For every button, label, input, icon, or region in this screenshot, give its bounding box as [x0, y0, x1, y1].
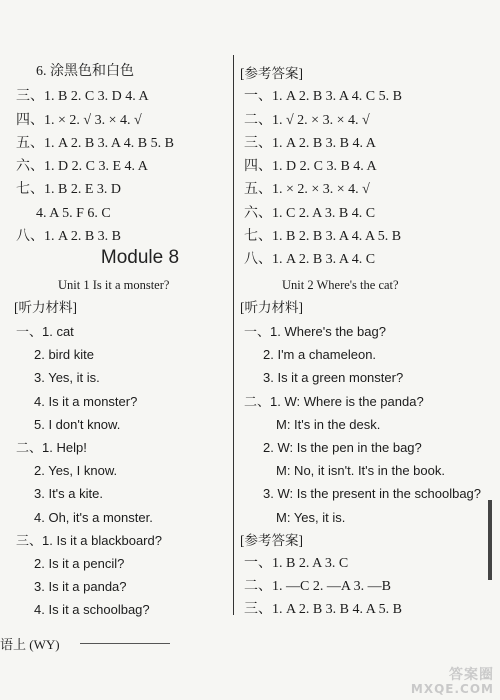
answers-label: [参考答案]	[240, 533, 303, 548]
footer-label: 语上 (WY)	[0, 637, 60, 652]
footer-rule	[80, 643, 170, 644]
listening-line: 2. W: Is the pen in the bag?	[263, 440, 422, 455]
watermark	[411, 668, 494, 696]
binding-edge	[488, 500, 492, 580]
listening-line: 3. Is it a panda?	[34, 579, 127, 594]
listening-line: 3. It's a kite.	[34, 486, 103, 501]
answer-line: 三、1. A 2. B 3. B 4. A 5. B	[244, 602, 402, 617]
listening-line: 一、1. Where's the bag?	[244, 324, 386, 339]
answer-line: 三、1. A 2. B 3. B 4. A	[244, 136, 376, 151]
listening-line: 3. W: Is the present in the schoolbag?	[263, 486, 482, 501]
answer-line: 四、1. × 2. √ 3. × 4. √	[16, 113, 142, 128]
answers-label: [参考答案]	[240, 66, 303, 81]
column-divider	[233, 55, 234, 615]
listening-label: [听力材料]	[240, 300, 303, 315]
answer-line: 五、1. A 2. B 3. A 4. B 5. B	[16, 136, 174, 151]
listening-line: M: It's in the desk.	[276, 417, 381, 432]
answer-line: 七、1. B 2. E 3. D	[16, 182, 121, 197]
answer-line: 六、1. D 2. C 3. E 4. A	[16, 159, 148, 174]
answer-line: 五、1. × 2. × 3. × 4. √	[244, 182, 370, 197]
listening-line: 2. Is it a pencil?	[34, 556, 125, 571]
listening-line: 2. I'm a chameleon.	[263, 347, 377, 362]
answer-line: 三、1. B 2. C 3. D 4. A	[16, 89, 149, 104]
watermark-logo-text: 答案圈	[449, 667, 494, 683]
listening-line: 2. bird kite	[34, 347, 94, 362]
watermark-url: MXQE.COM	[410, 682, 494, 696]
answer-line: 七、1. B 2. B 3. A 4. A 5. B	[244, 229, 402, 244]
answer-line: 二、1. —C 2. —A 3. —B	[244, 579, 392, 594]
listening-line: 2. Yes, I know.	[34, 463, 118, 478]
answer-line: 六、1. C 2. A 3. B 4. C	[244, 206, 376, 221]
unit-title: Unit 2 Where's the cat?	[282, 278, 399, 292]
listening-line: 4. Is it a monster?	[34, 394, 138, 409]
listening-line: 三、1. Is it a blackboard?	[16, 533, 162, 548]
answer-line: 一、1. B 2. A 3. C	[244, 556, 349, 571]
answer-line: 一、1. A 2. B 3. A 4. C 5. B	[244, 89, 402, 104]
answer-line: 八、1. A 2. B 3. B	[16, 229, 122, 244]
listening-line: 二、1. W: Where is the panda?	[244, 394, 424, 409]
listening-line: 5. I don't know.	[34, 417, 121, 432]
answer-line: 4. A 5. F 6. C	[36, 206, 111, 221]
module-title: Module 8	[100, 247, 180, 268]
listening-line: 3. Is it a green monster?	[263, 370, 404, 385]
answer-line: 二、1. √ 2. × 3. × 4. √	[244, 113, 370, 128]
listening-line: M: No, it isn't. It's in the book.	[276, 463, 445, 478]
answer-line: 6. 涂黑色和白色	[36, 64, 134, 79]
listening-label: [听力材料]	[14, 300, 77, 315]
listening-line: 3. Yes, it is.	[34, 370, 100, 385]
listening-line: 4. Oh, it's a monster.	[34, 510, 153, 525]
listening-line: 一、1. cat	[16, 324, 74, 339]
answer-line: 四、1. D 2. C 3. B 4. A	[244, 159, 377, 174]
answer-line: 八、1. A 2. B 3. A 4. C	[244, 252, 376, 267]
listening-line: M: Yes, it is.	[276, 510, 346, 525]
listening-line: 二、1. Help!	[16, 440, 87, 455]
unit-title: Unit 1 Is it a monster?	[58, 278, 170, 292]
listening-line: 4. Is it a schoolbag?	[34, 602, 150, 617]
